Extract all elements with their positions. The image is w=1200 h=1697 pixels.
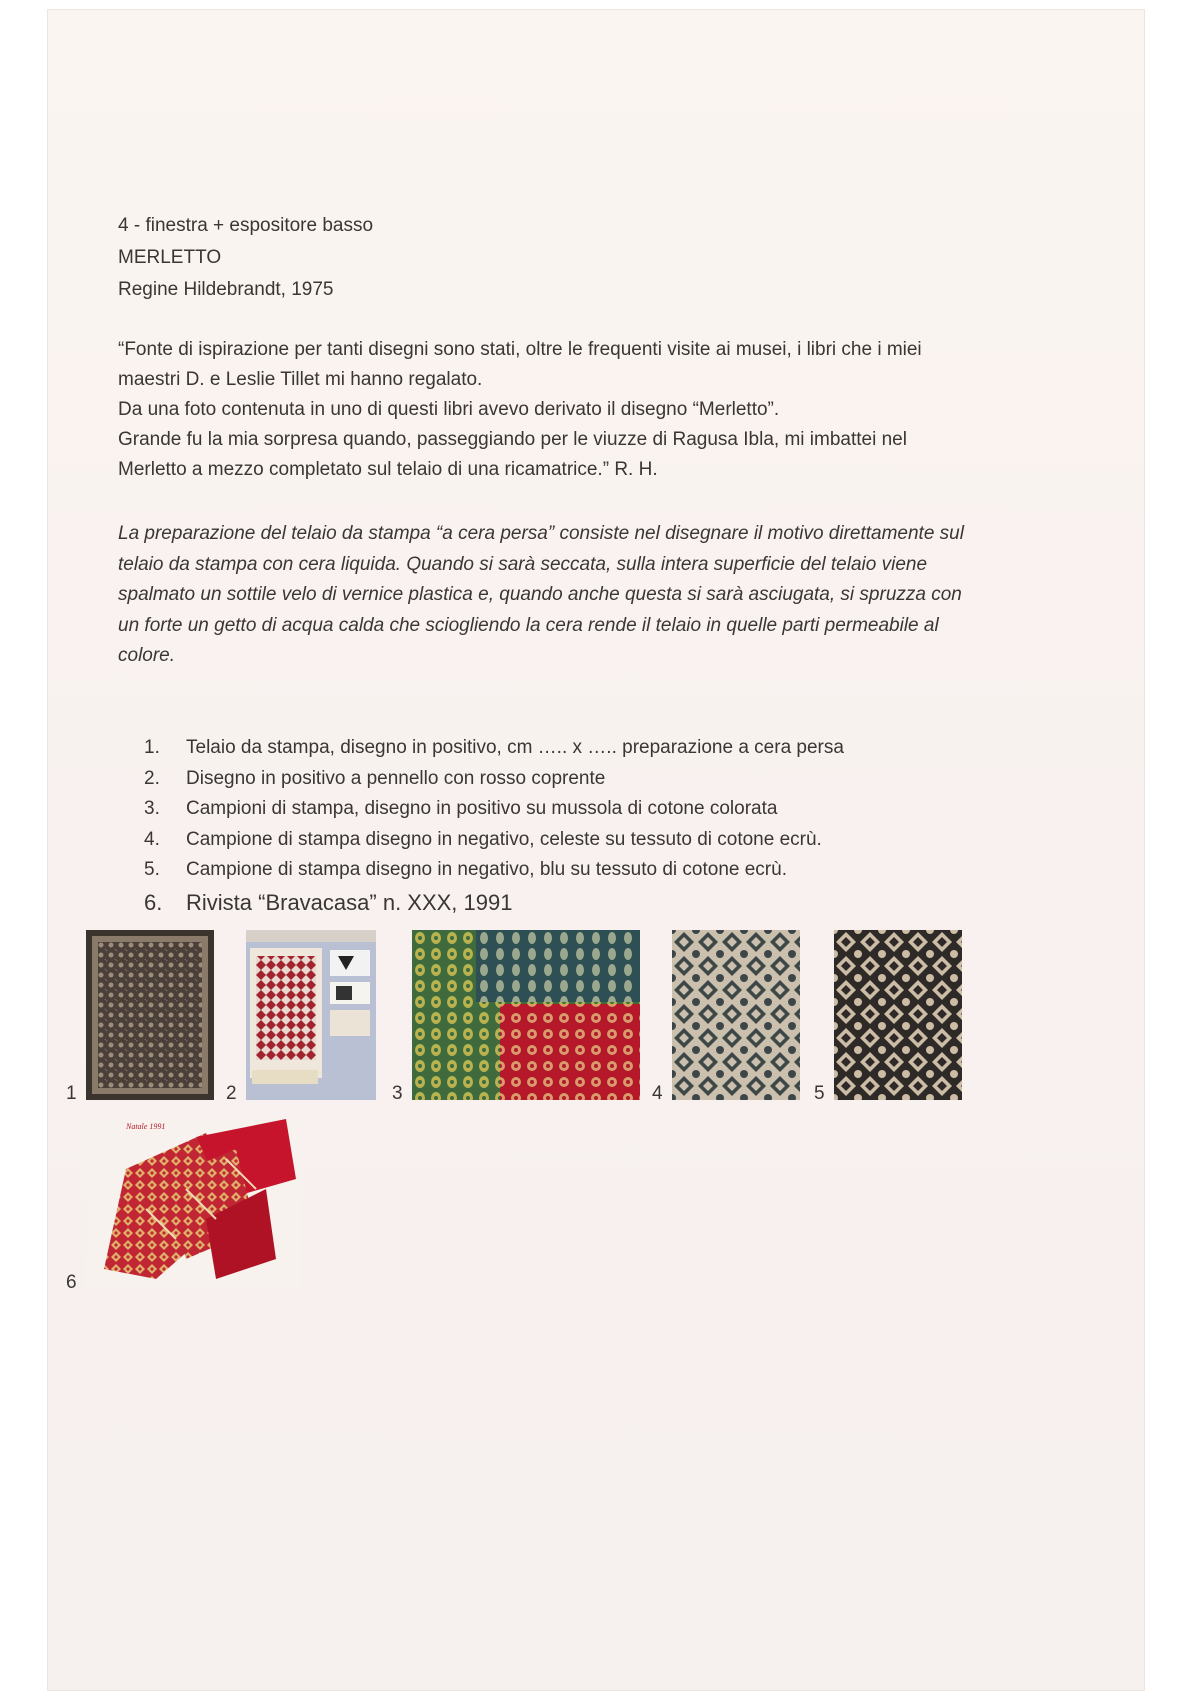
list-item: 3. Campioni di stampa, disegno in positivo su mussola di cotone colorata bbox=[144, 798, 778, 819]
list-item: 4. Campione di stampa disegno in negativo, celeste su tessuto di cotone ecrù. bbox=[144, 828, 822, 850]
author-line: Regine Hildebrandt, 1975 bbox=[118, 279, 334, 300]
list-item: 2. Disegno in positivo a pennello con rosso coprente bbox=[144, 767, 606, 789]
photo-print-frame bbox=[86, 930, 214, 1100]
quote-line: Grande fu la mia sorpresa quando, passeggiando per le viuzze di Ragusa Ibla, mi imbattei nel bbox=[118, 429, 907, 450]
description-line: telaio da stampa con cera liquida. Quando si sarà seccata, sulla intera superficie del telaio viene bbox=[118, 553, 928, 575]
page-sheet bbox=[48, 10, 1144, 1690]
list-item: 1. Telaio da stampa, disegno in positivo, cm ….. x ….. preparazione a cera persa bbox=[144, 737, 844, 758]
artist-quote bbox=[118, 335, 1078, 485]
photo-label: 1 bbox=[66, 1083, 77, 1104]
list-item: 5. Campione di stampa disegno in negativo, blu su tessuto di cotone ecrù. bbox=[144, 859, 787, 880]
description-line: colore. bbox=[118, 645, 176, 666]
description-line: un forte un getto di acqua calda che sciogliendo la cera rende il telaio in quelle parti permeabile al bbox=[118, 614, 939, 636]
quote-line: “Fonte di ispirazione per tanti disegni sono stati, oltre le frequenti visite ai musei, i libri che i miei bbox=[118, 339, 922, 360]
photo-label: 6 bbox=[66, 1272, 77, 1293]
description-line: La preparazione del telaio da stampa “a cera persa” consiste nel disegnare il motivo direttamente sul bbox=[118, 523, 964, 544]
description-line: spalmato un sottile velo di vernice plastica e, quando anche questa si sarà asciugata, si spruzza con bbox=[118, 584, 962, 605]
entry-header bbox=[118, 210, 373, 306]
photo-muslin-samples bbox=[412, 930, 640, 1100]
quote-line: Merletto a mezzo completato sul telaio di una ricamatrice.” R. H. bbox=[118, 459, 658, 480]
photo-magazine-page bbox=[86, 1119, 300, 1289]
photo-negative-print-light bbox=[672, 930, 800, 1100]
list-item: 6. Rivista “Bravacasa” n. XXX, 1991 bbox=[144, 889, 513, 915]
quote-line: maestri D. e Leslie Tillet mi hanno regalato. bbox=[118, 369, 483, 390]
photo-brush-drawing bbox=[246, 930, 376, 1100]
quote-line: Da una foto contenuta in uno di questi libri avevo derivato il disegno “Merletto”. bbox=[118, 399, 780, 420]
magazine-caption: Natale 1991 bbox=[126, 1122, 166, 1131]
photo-negative-print-dark bbox=[834, 930, 962, 1100]
photo-label: 5 bbox=[814, 1083, 825, 1104]
location-line: 4 - finestra + espositore basso bbox=[118, 215, 374, 236]
photo-label: 2 bbox=[226, 1083, 237, 1104]
photo-label: 3 bbox=[392, 1083, 403, 1104]
exhibit-list bbox=[144, 733, 844, 920]
photo-label: 4 bbox=[652, 1083, 663, 1104]
technique-description bbox=[118, 519, 1088, 672]
work-title: MERLETTO bbox=[118, 247, 222, 268]
